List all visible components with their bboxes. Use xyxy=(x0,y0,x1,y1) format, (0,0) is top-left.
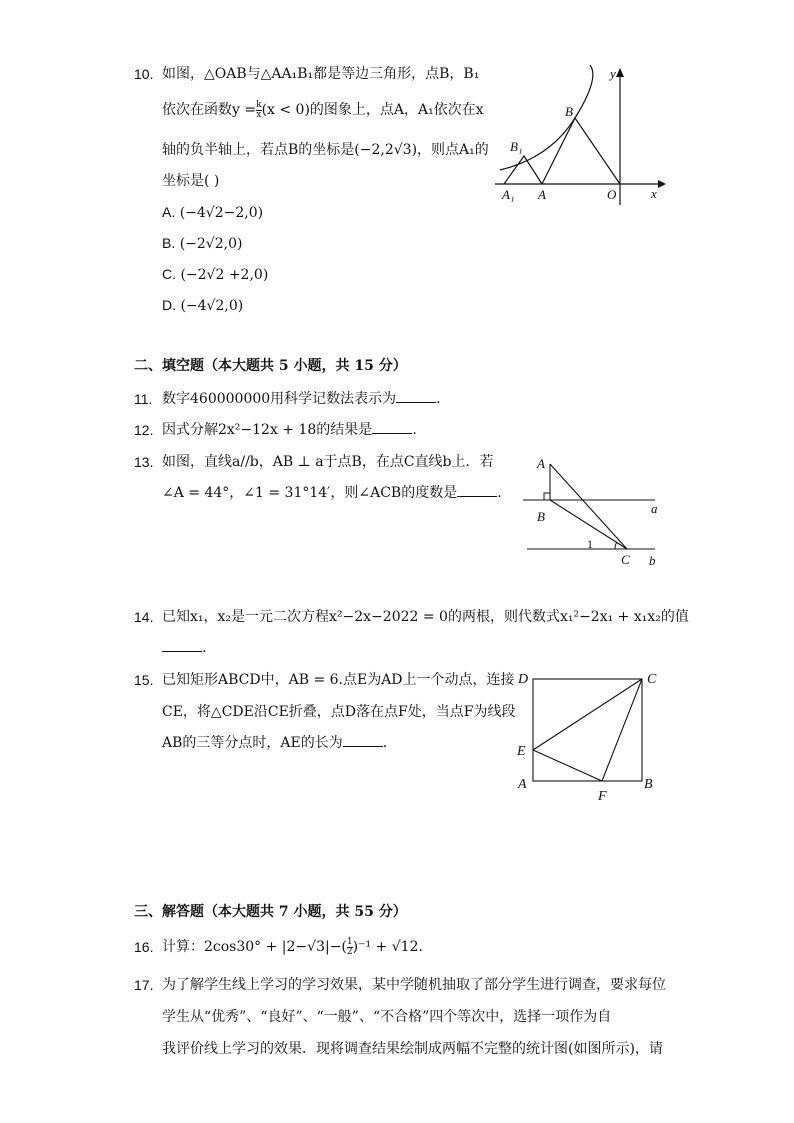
segment-EF xyxy=(533,750,602,781)
q10-option-d[interactable] xyxy=(162,295,243,316)
segment-FC xyxy=(602,679,642,781)
q12-text xyxy=(162,420,417,440)
option-text: (−2√2 +2,0) xyxy=(180,267,269,283)
right-angle-mark xyxy=(544,493,550,500)
q10-figure xyxy=(490,60,670,210)
q10-option-c[interactable] xyxy=(162,264,268,285)
triangle-OAB xyxy=(542,118,620,184)
label-C: C xyxy=(621,552,630,567)
q11-end: . xyxy=(436,391,441,407)
q11-text xyxy=(162,389,441,409)
fraction-numerator: 1 xyxy=(346,936,353,947)
label-E: E xyxy=(517,744,526,759)
q14-answer-blank[interactable] xyxy=(162,638,202,652)
q10-line-3: 轴的负半轴上，若点B的坐标是(−2,2√3)，则点A₁的 xyxy=(162,142,489,158)
q17-number: 17. xyxy=(134,977,154,993)
q12-stem: 因式分解2x²−12x + 18的结果是 xyxy=(162,422,373,438)
q14-line-1: 已知x₁，x₂是一元二次方程x²−2x−2022 = 0的两根，则代数式x₁²−2x₁ + x₁x₂的值 xyxy=(162,609,689,625)
q14-line-2 xyxy=(162,638,206,658)
option-label: C. xyxy=(162,266,176,282)
section-3-title: 三、解答题（本大题共 7 小题，共 55 分） xyxy=(134,904,407,920)
q15-figure xyxy=(512,665,662,805)
fraction-denominator: x xyxy=(256,109,262,120)
label-O: O xyxy=(607,187,617,202)
option-text: (−2√2,0) xyxy=(179,236,243,252)
fraction-numerator: k xyxy=(256,99,262,110)
q11-number: 11. xyxy=(134,391,153,407)
section-2-title: 二、填空题（本大题共 5 小题，共 15 分） xyxy=(134,358,407,374)
fraction-denominator: 2 xyxy=(346,946,353,957)
q12-answer-blank[interactable] xyxy=(372,420,412,434)
triangle-AA1B1 xyxy=(504,156,542,184)
angle-1-arc xyxy=(615,542,617,549)
q12-end: . xyxy=(412,422,417,438)
q10-number: 10. xyxy=(134,66,154,82)
q10-line-1a: 如图， xyxy=(162,66,204,82)
q10-line-2a: 依次在函数y = xyxy=(162,102,257,118)
q17-line-1: 为了解学生线上学习的学习效果，某中学随机抽取了部分学生进行调查，要求每位 xyxy=(162,977,666,993)
q11-answer-blank[interactable] xyxy=(396,389,436,403)
q13-line-1: 如图，直线a//b，AB ⊥ a于点B，在点C直线b上．若 xyxy=(162,454,494,470)
label-B: B xyxy=(537,509,545,524)
q15-end: . xyxy=(382,735,388,751)
label-a: a xyxy=(651,501,658,516)
q17-line-2: 学生从“优秀”、“良好”、“一般”、“不合格”四个等次中，选择一项作为自 xyxy=(162,1009,612,1025)
q13-end: . xyxy=(497,485,502,501)
label-y: y xyxy=(610,66,616,81)
q13-figure xyxy=(515,450,665,572)
label-A1: A₁ xyxy=(502,187,515,202)
option-label: D. xyxy=(162,297,176,313)
q13-line-2 xyxy=(162,483,502,503)
q10-option-a[interactable] xyxy=(162,202,263,223)
q10-option-b[interactable] xyxy=(162,233,242,254)
q13-number: 13. xyxy=(134,454,154,470)
label-B: B xyxy=(644,777,653,792)
rectangle-ABCD xyxy=(533,679,642,781)
label-angle-1: 1 xyxy=(587,537,593,551)
option-label: B. xyxy=(162,235,176,251)
label-D: D xyxy=(518,672,529,687)
q10-line-1b: △OAB与△AA₁B₁都是等边三角形，点B，B₁ xyxy=(204,66,480,82)
label-C: C xyxy=(647,672,657,687)
q16-text xyxy=(162,937,432,957)
q16-number: 16. xyxy=(134,939,154,955)
q10-line-2 xyxy=(162,100,484,120)
label-x: x xyxy=(651,186,657,201)
q15-number: 15. xyxy=(134,672,154,688)
label-A: A xyxy=(518,777,527,792)
q15-stem: AB的三等分点时，AE的长为 xyxy=(162,735,343,751)
label-B1: B₁ xyxy=(510,139,523,154)
option-text: (−4√2,0) xyxy=(180,298,244,314)
label-b: b xyxy=(649,553,656,568)
q15-line-1: 已知矩形ABCD中，AB = 6.点E为AD上一个动点，连接 xyxy=(162,672,515,688)
option-label: A. xyxy=(162,204,176,220)
hyperbola-curve xyxy=(500,65,593,170)
q16-part-a: 计算：2cos30° + |2−√3|−( xyxy=(162,939,347,955)
q17-line-3: 我评价线上学习的效果．现将调查结果绘制成两幅不完整的统计图(如图所示)，请 xyxy=(162,1041,663,1057)
q12-number: 12. xyxy=(134,422,154,438)
q11-stem: 数字460000000用科学记数法表示为 xyxy=(162,391,397,407)
segment-EC xyxy=(533,679,642,750)
q16-part-b: )⁻¹ + √12． xyxy=(352,939,433,955)
q15-line-3 xyxy=(162,733,387,753)
label-F: F xyxy=(598,789,607,804)
y-axis-arrow xyxy=(616,68,624,77)
label-A: A xyxy=(538,187,546,202)
q14-number: 14. xyxy=(134,609,154,625)
q10-line-1 xyxy=(162,64,479,84)
option-text: (−4√2−2,0) xyxy=(179,205,264,221)
q15-line-2: CE，将△CDE沿CE折叠，点D落在点F处，当点F为线段 xyxy=(162,704,516,720)
q14-end: . xyxy=(202,640,207,656)
q10-line-2b: (x < 0)的图象上，点A，A₁依次在x xyxy=(261,102,484,118)
x-axis-arrow xyxy=(658,180,666,188)
q13-answer-blank[interactable] xyxy=(457,483,497,497)
q15-answer-blank[interactable] xyxy=(343,733,383,747)
label-B: B xyxy=(565,104,573,119)
q13-stem: ∠A = 44°，∠1 = 31°14′，则∠ACB的度数是 xyxy=(162,485,458,501)
label-A: A xyxy=(537,456,545,471)
q10-line-4: 坐标是( ) xyxy=(162,173,220,189)
